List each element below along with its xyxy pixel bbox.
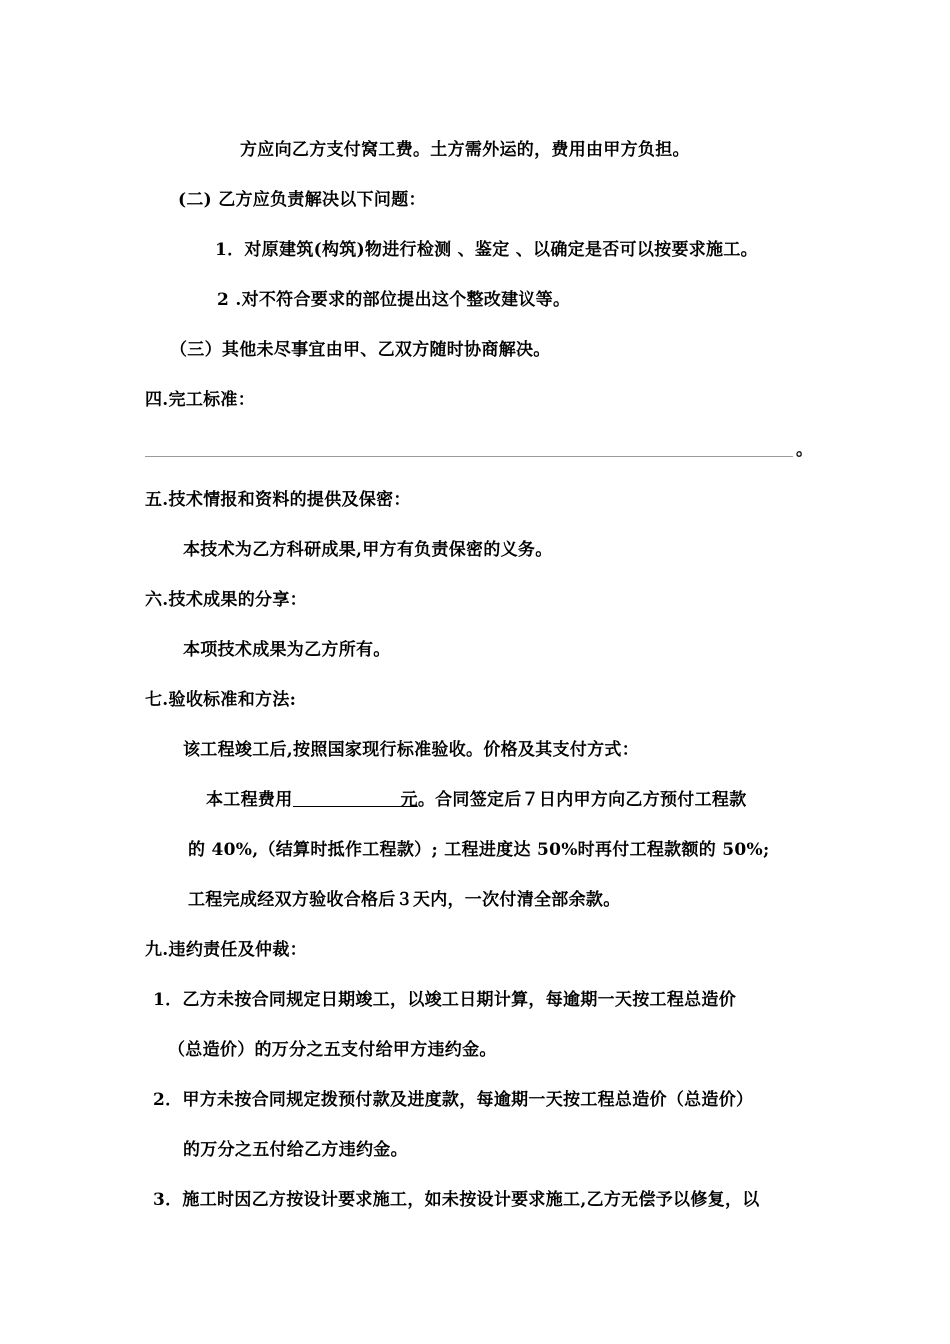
fee-label: 本工程费用 [206, 790, 293, 810]
fee-terms: 。合同签定后７日内甲方向乙方预付工程款 [417, 790, 747, 810]
line-liability-3: 3．施工时因乙方按设计要求施工，如未按设计要求施工,乙方无偿予以修复，以 [153, 1190, 760, 1210]
line-acceptance-method: 该工程竣工后,按照国家现行标准验收。价格及其支付方式： [183, 740, 640, 760]
completion-standard-blank-line [145, 456, 793, 457]
line-payment-idle-fee: 方应向乙方支付窝工费。土方需外运的，费用由甲方负担。 [240, 140, 690, 160]
line-final-payment: 工程完成经双方验收合格后３天内，一次付清全部余款。 [188, 890, 621, 910]
line-liability-1-cont: （总造价）的万分之五支付给甲方违约金。 [168, 1040, 497, 1060]
line-ownership: 本项技术成果为乙方所有。 [183, 640, 391, 660]
fee-amount-blank [293, 788, 401, 807]
line-item-2-rectification: 2 .对不符合要求的部位提出这个整改建议等。 [217, 290, 571, 310]
blank-line-period: 。 [796, 440, 814, 460]
line-liability-1: 1．乙方未按合同规定日期竣工，以竣工日期计算，每逾期一天按工程总造价 [153, 990, 737, 1010]
line-item-1-inspection: 1．对原建筑(构筑)物进行检测 、鉴定 、以确定是否可以按要求施工。 [215, 240, 758, 260]
line-section-3-other: （三）其他未尽事宜由甲、乙双方随时协商解决。 [170, 340, 551, 360]
line-section-2-heading: (二) 乙方应负责解决以下问题： [178, 190, 426, 210]
line-project-fee [206, 788, 747, 812]
line-liability-2-cont: 的万分之五付给乙方违约金。 [183, 1140, 408, 1160]
heading-technical-info: 五.技术情报和资料的提供及保密： [145, 490, 411, 510]
line-liability-2: 2．甲方未按合同规定拨预付款及进度款，每逾期一天按工程总造价（总造价） [153, 1090, 754, 1110]
heading-completion-standard: 四.完工标准： [145, 390, 256, 410]
heading-results-sharing: 六.技术成果的分享： [145, 590, 307, 610]
heading-acceptance: 七.验收标准和方法: [145, 690, 297, 710]
line-payment-progress: 的 40%,（结算时抵作工程款）; 工程进度达 50%时再付工程款额的 50%; [188, 840, 770, 860]
line-confidentiality: 本技术为乙方科研成果,甲方有负责保密的义务。 [183, 540, 553, 560]
heading-liability: 九.违约责任及仲裁： [145, 940, 307, 960]
fee-unit: 元 [400, 790, 418, 810]
